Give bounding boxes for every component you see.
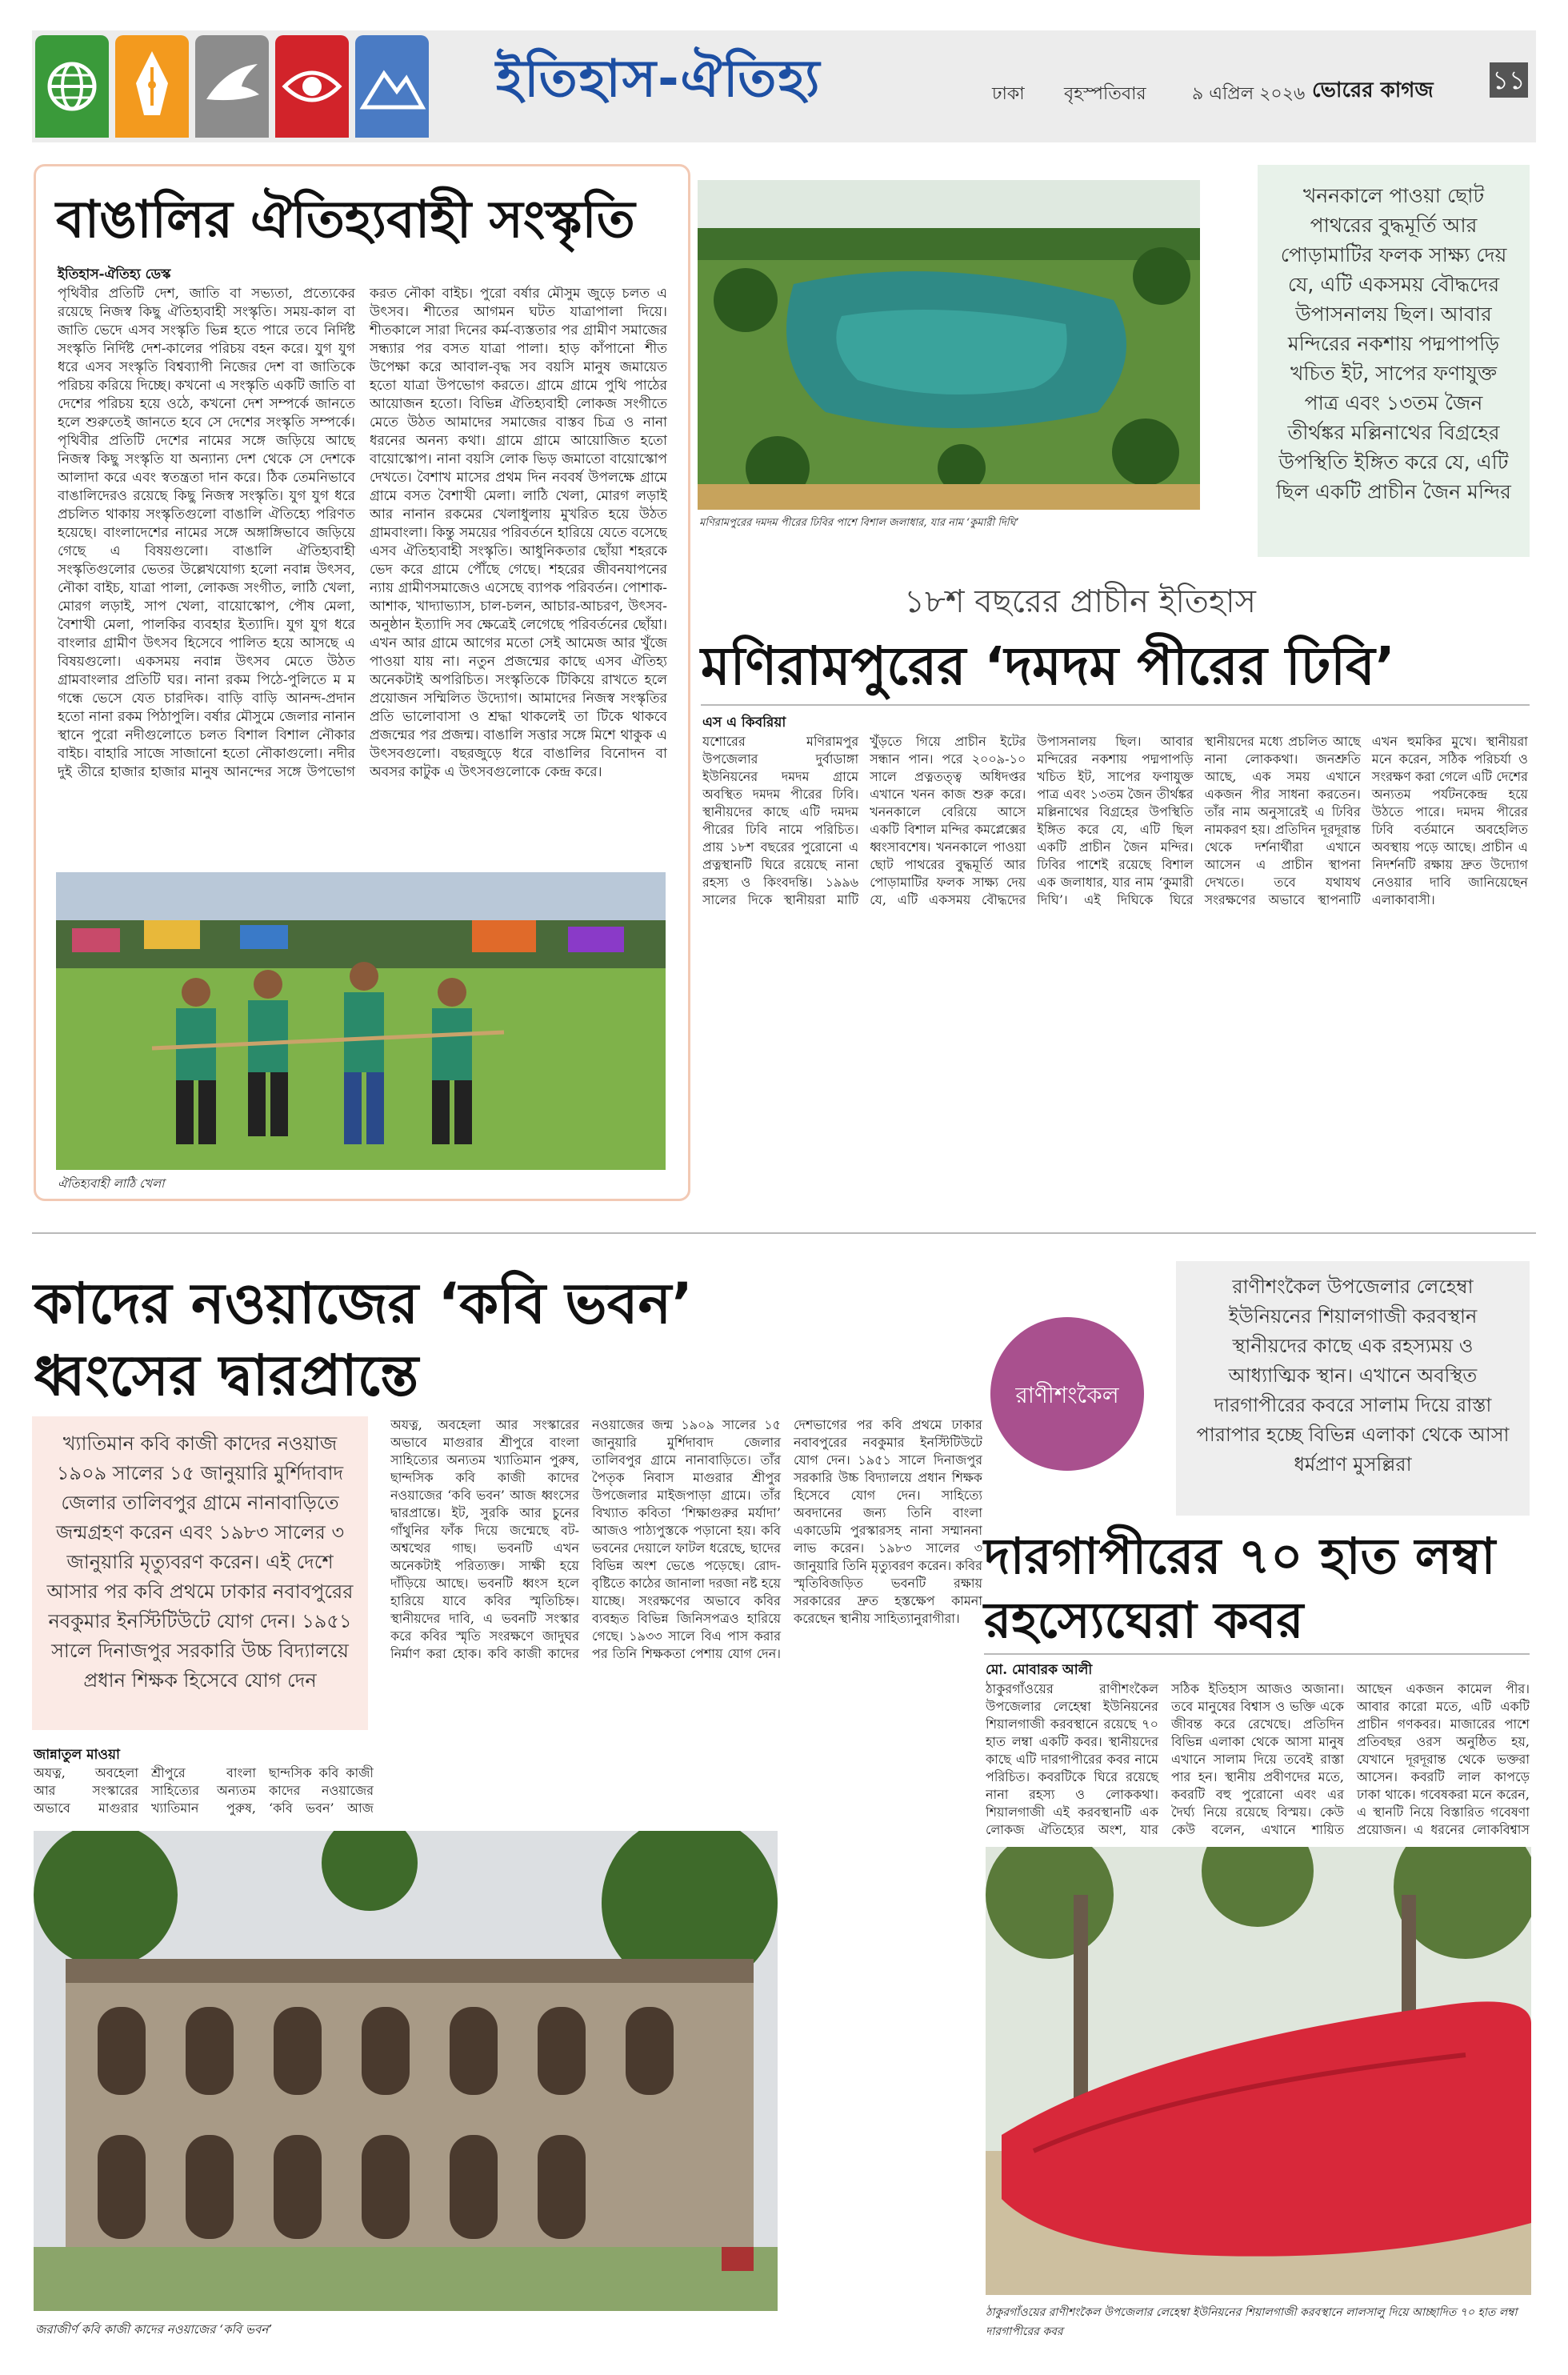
story3-body: অযত্ন, অবহেলা আর সংস্কারের অভাবে মাগুরার শ্রীপুরে বাংলা সাহিত্যের অন্যতম খ্যাতিমান পুরুষ, ছান্দসিক কবি কাজী কাদের নওয়াজের ‘কবি ভবন’ আজ ধ্বংসের দ্বারপ্রান্তে। ইট, সুরকি আর চুনের গাঁথুনির ফাঁক দিয়ে জন্মেছে বট-অশ্বত্থের গাছ। ভবনটি এখন অনেকটাই পরিত্যক্ত। সাক্ষী হয়ে দাঁড়িয়ে আছে। ভবনটি ধ্বংস হলে হারিয়ে যাবে কবির স্মৃতিচিহ্ন। স্থানীয়দের দাবি, এ ভবনটি সংস্কার করে কবির স্মৃতি সংরক্ষণে জাদুঘর নির্মাণ করা হোক। কবি কাজী কাদের নওয়াজের জন্ম ১৯০৯ সালের ১৫ জানুয়ারি মুর্শিদাবাদ জেলার তালিবপুর গ্রামে নানাবাড়িতে। তাঁর পৈতৃক নিবাস মাগুরার শ্রীপুর উপজেলার মাইজপাড়া গ্রামে। তাঁর বিখ্যাত কবিতা ‘শিক্ষাগুরুর মর্যাদা’ আজও পাঠ্যপুস্তকে পড়ানো হয়। কবি ভবনের দেয়ালে ফাটল ধরেছে, ছাদের বিভিন্ন অংশ ভেঙে পড়েছে। রোদ-বৃষ্টিতে কাঠের জানালা দরজা নষ্ট হয়ে যাচ্ছে। সংরক্ষণের অভাবে কবির ব্যবহৃত বিভিন্ন জিনিসপত্রও হারিয়ে গেছে। ১৯৩৩ সালে বিএ পাস করার পর তিনি শিক্ষকতা পেশায় যোগ দেন। দেশভাগের পর কবি প্রথমে ঢাকার নবাবপুরের নবকুমার ইনস্টিটিউটে যোগ দেন। ১৯৫১ সালে দিনাজপুর সরকারি উচ্চ বিদ্যালয়ে প্রধান শিক্ষক হিসেবে যোগ দেন। সাহিত্যে অবদানের জন্য তিনি বাংলা একাডেমি পুরস্কারসহ নানা সম্মাননা লাভ করেন। ১৯৮৩ সালের ৩ জানুয়ারি তিনি মৃত্যুবরণ করেন। কবির স্মৃতিবিজড়িত ভবনটি রক্ষায় সরকারের দ্রুত হস্তক্ষেপ কামনা করেছেন স্থানীয় সাহিত্যানুরাগীরা। <box>390 1417 982 1661</box>
story1-byline: ইতিহাস-ঐতিহ্য ডেস্ক <box>58 266 171 282</box>
story2-photo-caption: মণিরামপুরের দমদম পীরের ঢিবির পাশে বিশাল জলাধার, যার নাম ‘কুমারী দিঘি’ <box>699 517 1019 529</box>
globe-icon <box>35 35 109 138</box>
section-rule <box>32 1232 1536 1234</box>
dateline-weekday: বৃহস্পতিবার <box>1064 84 1146 104</box>
story3-headline-line1: কাদের নওয়াজের ‘কবি ভবন’ <box>34 1271 693 1336</box>
story3-photo-caption: জরাজীর্ণ কবি কাজী কাদের নওয়াজের ‘কবি ভবন’ <box>35 2322 273 2337</box>
section-title: ইতিহাস-ঐতিহ্য <box>496 50 822 109</box>
story1-headline: বাঙালির ঐতিহ্যবাহী সংস্কৃতি <box>56 190 635 250</box>
story4-pull-quote: রাণীশংকৈল উপজেলার লেহেম্বা ইউনিয়নের শিয়ালগাজী করবস্থান স্থানীয়দের কাছে এক রহস্যময় ও আধ্যাত্মিক স্থান। এখানে অবস্থিত দারগাপীরের কবরে সালাম দিয়ে রাস্তা পারাপার হচ্ছে বিভিন্ন এলাকা থেকে আসা ধর্মপ্রাণ মুসল্লিরা <box>1196 1276 1510 1476</box>
story2-headline: মণিরামপুরের ‘দমদম পীরের ঢিবি’ <box>701 635 1395 697</box>
story4-photo-caption: ঠাকুরগাঁওয়ের রাণীশংকৈল উপজেলার লেহেম্বা ইউনিয়নের শিয়ালগাজী করবস্থানে লালসালু দিয়ে আচ্ছাদিত ৭০ হাত লম্বা দারগাপীরের কবর <box>986 2306 1518 2338</box>
story4-headline-line1: দারগাপীরের ৭০ হাত লম্বা <box>984 1527 1496 1585</box>
eye-icon <box>275 35 349 138</box>
story1-photo-caption: ঐতিহ্যবাহী লাঠি খেলা <box>58 1176 165 1191</box>
long-grave-photo <box>986 1847 1531 2295</box>
dateline-city: ঢাকা <box>992 84 1025 104</box>
story2-kicker: ১৮শ বছরের প্রাচীন ইতিহাস <box>904 583 1256 620</box>
story3-byline: জান্নাতুল মাওয়া <box>34 1747 120 1763</box>
pen-nib-icon <box>115 35 189 138</box>
dove-icon <box>195 35 269 138</box>
story4-headline-line2: রহস্যেঘেরা কবর <box>984 1591 1304 1649</box>
story2-rule <box>701 704 1530 706</box>
kobi-bhaban-photo <box>34 1831 778 2311</box>
story2-byline: এস এ কিবরিয়া <box>702 715 786 731</box>
mountain-icon <box>355 35 429 138</box>
page-number: ১১ <box>1490 62 1528 98</box>
story4-body: ঠাকুরগাঁওয়ের রাণীশংকৈল উপজেলার লেহেম্বা ইউনিয়নের শিয়ালগাজী করবস্থানে রয়েছে ৭০ হাত লম্বা একটি কবর। স্থানীয়দের কাছে এটি দারগাপীরের কবর নামে পরিচিত। কবরটিকে ঘিরে রয়েছে নানা রহস্য ও লোককথা। শিয়ালগাজী এই করবস্থানটি এক লোকজ ঐতিহ্যের অংশ, যার সঠিক ইতিহাস আজও অজানা। তবে মানুষের বিশ্বাস ও ভক্তি একে জীবন্ত করে রেখেছে। প্রতিদিন বিভিন্ন এলাকা থেকে আসা মানুষ এখানে সালাম দিয়ে তবেই রাস্তা পার হন। স্থানীয় প্রবীণদের মতে, কবরটি বহু পুরোনো এবং এর দৈর্ঘ্য নিয়ে রয়েছে বিস্ময়। কেউ কেউ বলেন, এখানে শায়িত আছেন একজন কামেল পীর। আবার কারো মতে, এটি একটি প্রাচীন গণকবর। মাজারের পাশে প্রতিবছর ওরস অনুষ্ঠিত হয়, যেখানে দূরদূরান্ত থেকে ভক্তরা আসেন। কবরটি লাল কাপড়ে ঢাকা থাকে। গবেষকরা মনে করেন, এ স্থানটি নিয়ে বিস্তারিত গবেষণা প্রয়োজন। এ ধরনের লোকবিশ্বাস <box>986 1681 1530 1837</box>
story3-pull-quote: খ্যাতিমান কবি কাজী কাদের নওয়াজ ১৯০৯ সালের ১৫ জানুয়ারি মুর্শিদাবাদ জেলার তালিবপুর গ্রামে নানাবাড়িতে জন্মগ্রহণ করেন এবং ১৯৮৩ সালের ৩ জানুয়ারি মৃত্যুবরণ করেন। এই দেশে আসার পর কবি প্রথমে ঢাকার নবাবপুরের নবকুমার ইনস্টিটিউটে যোগ দেন। ১৯৫১ সালে দিনাজপুর সরকারি উচ্চ বিদ্যালয়ে প্রধান শিক্ষক হিসেবে যোগ দেন <box>46 1432 354 1692</box>
location-badge-label: রাণীশংকৈল <box>1015 1382 1119 1408</box>
story4-byline: মো. মোবারক আলী <box>986 1662 1093 1678</box>
story2-body: যশোরের মণিরামপুর উপজেলার দুর্বাডাঙ্গা ইউনিয়নের দমদম গ্রামে অবস্থিত দমদম পীরের ঢিবি। স্থানীয়দের কাছে এটি দমদম পীরের ঢিবি নামে পরিচিত। প্রায় ১৮শ বছরের পুরোনো এ প্রত্নস্থানটি ঘিরে রয়েছে নানা রহস্য ও কিংবদন্তি। ১৯৯৬ সালের দিকে স্থানীয়রা মাটি খুঁড়তে গিয়ে প্রাচীন ইটের সন্ধান পান। পরে ২০০৯-১০ সালে প্রত্নতত্ত্ব অধিদপ্তর এখানে খনন কাজ শুরু করে। খননকালে বেরিয়ে আসে একটি বিশাল মন্দির কমপ্লেক্সের ধ্বংসাবশেষ। খননকালে পাওয়া ছোট পাথরের বুদ্ধমূর্তি আর পোড়ামাটির ফলক সাক্ষ্য দেয় যে, এটি একসময় বৌদ্ধদের উপাসনালয় ছিল। আবার মন্দিরের নকশায় পদ্মপাপড়ি খচিত ইট, সাপের ফণাযুক্ত পাত্র এবং ১৩তম জৈন তীর্থঙ্কর মল্লিনাথের বিগ্রহের উপস্থিতি ইঙ্গিত করে যে, এটি ছিল একটি প্রাচীন জৈন মন্দির। ঢিবির পাশেই রয়েছে বিশাল এক জলাধার, যার নাম ‘কুমারী দিঘি’। এই দিঘিকে ঘিরে স্থানীয়দের মধ্যে প্রচলিত আছে নানা লোককথা। জনশ্রুতি আছে, এক সময় এখানে একজন পীর সাধনা করতেন। তাঁর নাম অনুসারেই এ ঢিবির নামকরণ হয়। প্রতিদিন দূরদূরান্ত থেকে দর্শনার্থীরা এখানে আসেন এ প্রাচীন স্থাপনা দেখতে। তবে যথাযথ সংরক্ষণের অভাবে স্থাপনাটি এখন হুমকির মুখে। স্থানীয়রা মনে করেন, সঠিক পরিচর্যা ও সংরক্ষণ করা গেলে এটি দেশের অন্যতম পর্যটনকেন্দ্র হয়ে উঠতে পারে। দমদম পীরের ঢিবি বর্তমানে অবহেলিত অবস্থায় পড়ে আছে। প্রাচীন এ নিদর্শনটি রক্ষায় দ্রুত উদ্যোগ নেওয়ার দাবি জানিয়েছেন এলাকাবাসী। <box>702 734 1528 907</box>
story2-pull-quote: খননকালে পাওয়া ছোট পাথরের বুদ্ধমূর্তি আর পোড়ামাটির ফলক সাক্ষ্য দেয় যে, এটি একসময় বৌদ্ধদের উপাসনালয় ছিল। আবার মন্দিরের নকশায় পদ্মপাপড়ি খচিত ইট, সাপের ফণাযুক্ত পাত্র এবং ১৩তম জৈন তীর্থঙ্কর মল্লিনাথের বিগ্রহের উপস্থিতি ইঙ্গিত করে যে, এটি ছিল একটি প্রাচীন জৈন মন্দির <box>1276 184 1511 503</box>
story1-body: পৃথিবীর প্রতিটি দেশ, জাতি বা সভ্যতা, প্রত্যেকের রয়েছে নিজস্ব কিছু ঐতিহ্যবাহী সংস্কৃতি। সময়-কাল বা জাতি ভেদে এসব সংস্কৃতি ভিন্ন হতে পারে তবে নির্দিষ্ট সংস্কৃতি নির্দিষ্ট দেশ-কালের পরিচয় বহন করে। যুগ যুগ ধরে এসব সংস্কৃতি বিশ্বব্যাপী নিজের দেশ বা জাতিকে পরিচয় করিয়ে দিচ্ছে। কখনো এ সংস্কৃতি একটি জাতি বা দেশের পরিচয় হয়ে ওঠে, কখনো দেশ সম্পর্কে জানতে হলে শুরুতেই জানতে হবে সে দেশের সংস্কৃতি সম্পর্কে। পৃথিবীর প্রতিটি দেশের নামের সঙ্গে জড়িয়ে আছে নিজস্ব কিছু সংস্কৃতি যা অন্যান্য দেশ থেকে সে দেশকে আলাদা করে এবং স্বতন্ত্রতা দান করে। ঠিক তেমনিভাবে বাঙালিদেরও রয়েছে কিছু নিজস্ব সংস্কৃতি। যুগ যুগ ধরে প্রচলিত থাকায় সংস্কৃতিগুলো বাঙালি ঐতিহ্যে পরিণত হয়েছে। বাংলাদেশের নামের সঙ্গে অঙ্গাঙ্গিভাবে জড়িয়ে গেছে এ বিষয়গুলো। বাঙালি ঐতিহ্যবাহী সংস্কৃতিগুলোর ভেতর উল্লেখযোগ্য হলো নবান্ন উৎসব, নৌকা বাইচ, যাত্রা পালা, লোকজ সংগীত, লাঠি খেলা, মোরগ লড়াই, সাপ খেলা, বায়োস্কোপ, পৌষ মেলা, বৈশাখী মেলা, পালকির ব্যবহার ইত্যাদি। যুগ যুগ ধরে বাংলার গ্রামীণ উৎসব হিসেবে পালিত হয়ে আসছে এ বিষয়গুলো। একসময় নবান্ন উৎসব মেতে উঠত গ্রামবাংলার প্রতিটি ঘর। নানা রকম পিঠে-পুলিতে ম ম গন্ধে ভেসে যেত চারদিক। বাড়ি বাড়ি আনন্দ-প্রদান হতো নানা রকম পিঠাপুলি। বর্ষার মৌসুমে জেলার নানান স্থানে পুরো নদীগুলোতে চলত বিশাল বিশাল নৌকার বাইচ। বাহারি সাজে সাজানো হতো নৌকাগুলো। নদীর দুই তীরে হাজার হাজার মানুষ আনন্দের সঙ্গে উপভোগ করত নৌকা বাইচ। পুরো বর্ষার মৌসুম জুড়ে চলত এ উৎসব। শীতের আগমন ঘটত যাত্রাপালা দিয়ে। শীতকালে সারা দিনের কর্ম-ব্যস্ততার পর গ্রামীণ সমাজের সন্ধ্যার পর বসত যাত্রা পালা। হাড় কাঁপানো শীত উপেক্ষা করে আবাল-বৃদ্ধ সব বয়সি মানুষ জমায়েত হতো যাত্রা উপভোগ করতে। গ্রামে গ্রামে পুথি পাঠের আয়োজন হতো। বিভিন্ন ঐতিহ্যবাহী লোকজ সংগীতে মেতে উঠত আমাদের সমাজের বাস্তব চিত্র ও নানা ধরনের অনন্য কথা। গ্রামে গ্রামে আয়োজিত হতো বায়োস্কোপ। নানা বয়সি লোক ভিড় জমাতো বায়োস্কোপ দেখতে। বৈশাখ মাসের প্রথম দিন নববর্ষ উপলক্ষে গ্রামে গ্রামে বসত বৈশাখী মেলা। লাঠি খেলা, মোরগ লড়াই আর নানান রকমের খেলাধুলায় মুখরিত হয়ে উঠত গ্রামবাংলা। কিন্তু সময়ের পরিবর্তনে হারিয়ে যেতে বসেছে এসব ঐতিহ্যবাহী সংস্কৃতি। আধুনিকতার ছোঁয়া শহরকে ভেদ করে গ্রামে পৌঁছে গেছে। শহরের জীবনযাপনের ন্যায় গ্রামীণসমাজেও এসেছে ব্যাপক পরিবর্তন। পোশাক-আশাক, খাদ্যাভ্যাস, চাল-চলন, আচার-আচরণ, উৎসব-অনুষ্ঠান ইত্যাদি সব ক্ষেত্রেই লেগেছে পরিবর্তনের ছোঁয়া। এখন আর গ্রামে আগের মতো সেই আমেজ আর খুঁজে পাওয়া যায় না। নতুন প্রজন্মের কাছে এসব ঐতিহ্য অনেকটাই অপরিচিত। সংস্কৃতিকে টিকিয়ে রাখতে হলে প্রয়োজন সম্মিলিত উদ্যোগ। আমাদের নিজস্ব সংস্কৃতির প্রতি ভালোবাসা ও শ্রদ্ধা থাকলেই তা টিকে থাকবে প্রজন্মের পর প্রজন্ম। বাঙালি সত্তার সঙ্গে মিশে থাকুক এ উৎসবগুলো। বছরজুড়ে ধরে বাঙালির বিনোদন বা অবসর কাটুক এ উৎসবগুলোকে কেন্দ্র করে। <box>58 286 667 780</box>
paper-logo: ভোরের কাগজ <box>1312 78 1434 102</box>
story4-rule <box>984 1653 1530 1655</box>
story3-headline-line2: ধ্বংসের দ্বারপ্রান্তে <box>34 1343 419 1408</box>
story3-body-intro: অযত্ন, অবহেলা আর সংস্কারের অভাবে মাগুরার শ্রীপুরে বাংলা সাহিত্যের অন্যতম খ্যাতিমান পুরুষ, ছান্দসিক কবি কাজী কাদের নওয়াজের ‘কবি ভবন’ আজ <box>34 1765 374 1816</box>
stick-fight-photo <box>56 872 666 1170</box>
dateline-date: ৯ এপ্রিল ২০২৬ <box>1192 84 1306 104</box>
kumari-dighi-photo <box>698 180 1200 510</box>
